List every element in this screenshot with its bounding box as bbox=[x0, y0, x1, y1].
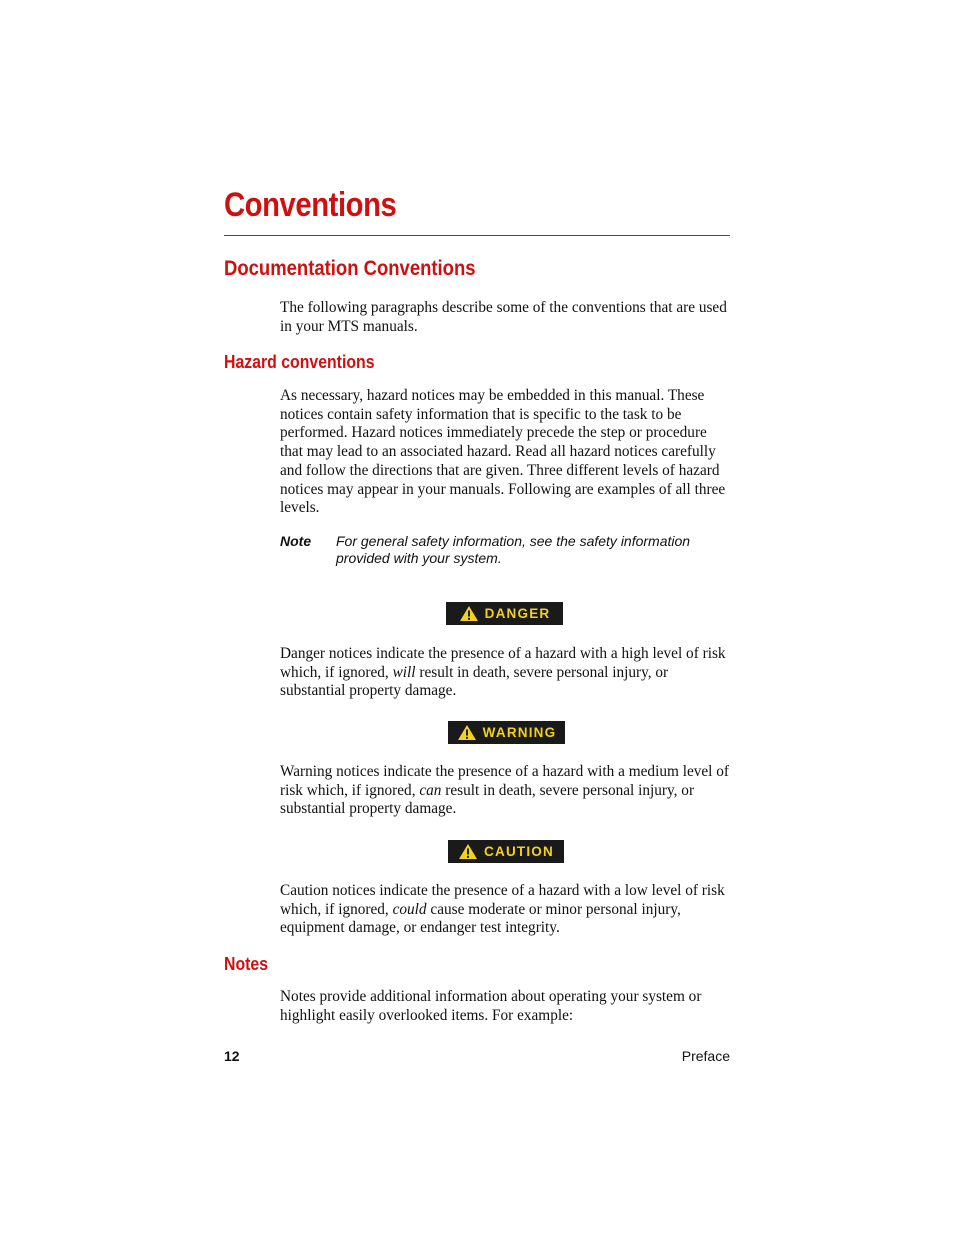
intro-paragraph: The following paragraphs describe some of the conventions that are used in your MTS manuals. bbox=[280, 299, 727, 335]
page-title: Conventions bbox=[224, 186, 397, 224]
warning-triangle-icon bbox=[457, 724, 477, 741]
section-heading: Documentation Conventions bbox=[224, 257, 476, 280]
caution-label: CAUTION bbox=[484, 844, 554, 859]
notes-paragraph: Notes provide additional information about operating your system or highlight easily overlooked items. For example: bbox=[280, 988, 702, 1024]
caution-paragraph: Caution notices indicate the presence of a hazard with a low level of risk which, if ignored, could cause moderate or minor personal injury, equipment damage, or endanger test integrity. bbox=[280, 882, 725, 937]
warning-triangle-icon bbox=[458, 843, 478, 860]
warning-triangle-icon bbox=[459, 605, 479, 622]
page-number: 12 bbox=[224, 1048, 240, 1064]
title-rule bbox=[224, 235, 730, 236]
danger-paragraph: Danger notices indicate the presence of a hazard with a high level of risk which, if ignored, will result in death, severe personal injury, or substantial property damage. bbox=[280, 645, 726, 700]
danger-label: DANGER bbox=[484, 606, 551, 621]
warning-label: WARNING bbox=[482, 725, 557, 740]
hazard-conventions-heading: Hazard conventions bbox=[224, 352, 375, 372]
warning-banner bbox=[448, 721, 565, 744]
note-label: Note bbox=[280, 533, 312, 549]
warning-paragraph: Warning notices indicate the presence of a hazard with a medium level of risk which, if ignored, can result in death, severe personal injury, or substantial property damage. bbox=[280, 763, 729, 818]
caution-banner bbox=[448, 840, 564, 863]
notes-heading: Notes bbox=[224, 954, 269, 974]
footer-section-name: Preface bbox=[681, 1048, 730, 1064]
hazard-intro-paragraph: As necessary, hazard notices may be embedded in this manual. These notices contain safety information that is specific to the task to be performed. Hazard notices immediately precede the step or procedure that may lead to an associated hazard. Read all hazard notices carefully and follow the directions that are given. Three different levels of hazard notices may appear in your manuals. Following are examples of all three levels. bbox=[280, 387, 726, 517]
note-text: For general safety information, see the safety information provided with your system. bbox=[336, 533, 691, 566]
danger-banner bbox=[446, 602, 563, 625]
